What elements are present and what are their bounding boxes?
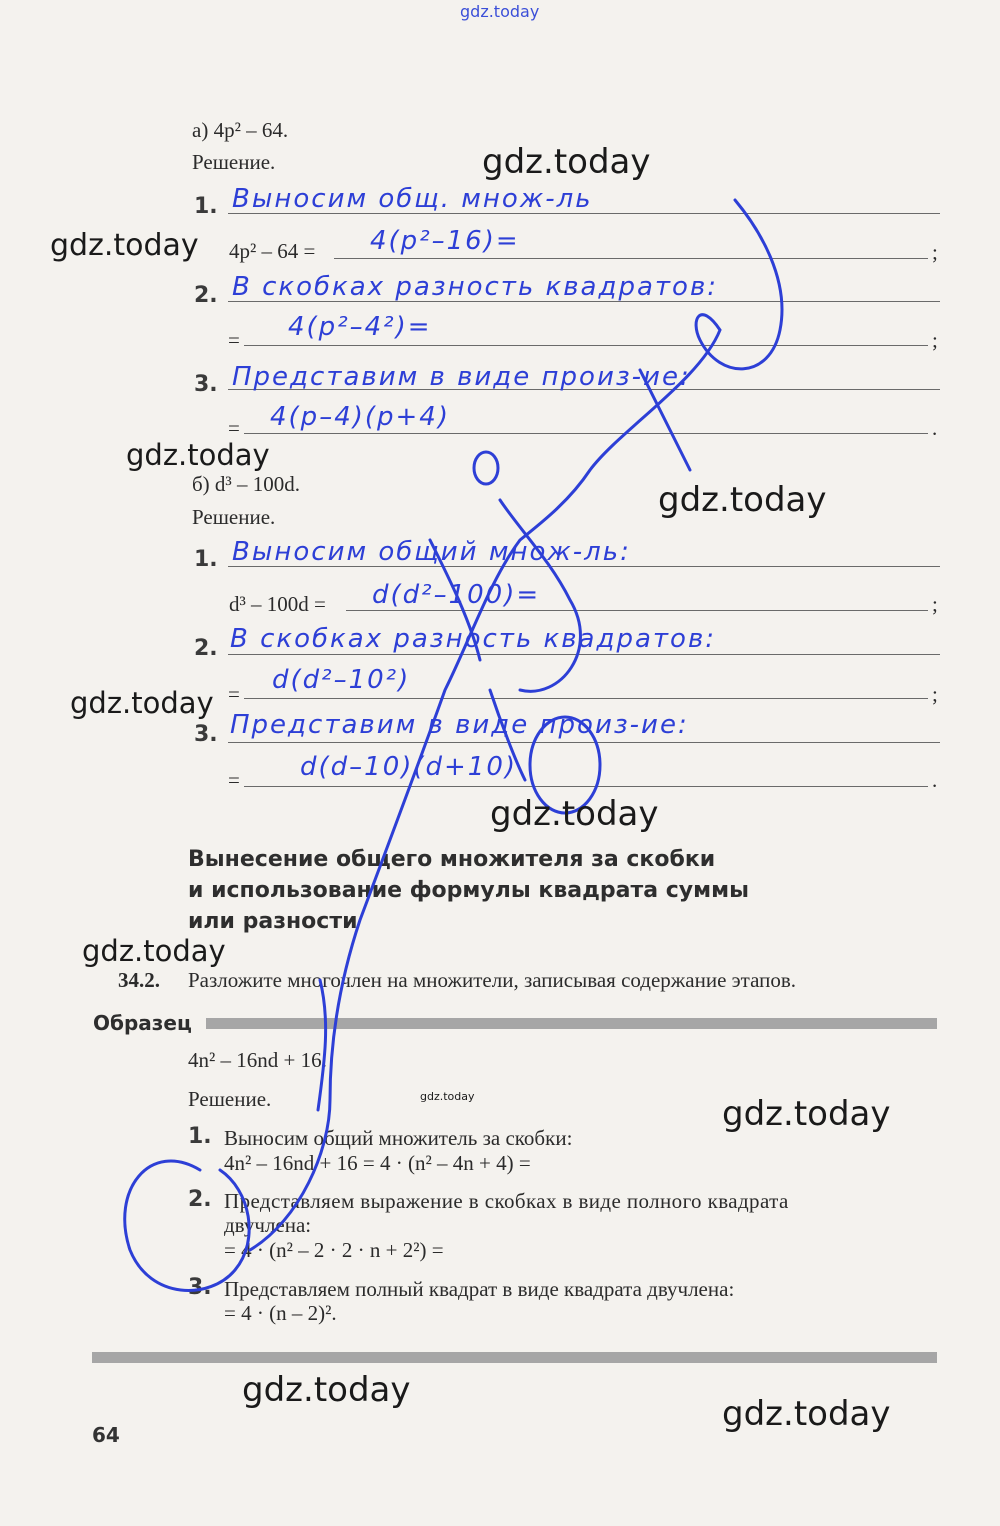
answer-line — [346, 610, 928, 611]
part-b-title: б) d³ – 100d. — [192, 472, 300, 496]
watermark: gdz.today — [126, 438, 270, 472]
sample-step-1-line-2: 4n² – 16nd + 16 = 4 · (n² – 4n + 4) = — [224, 1151, 531, 1175]
semicolon: ; — [932, 592, 938, 616]
watermark: gdz.today — [82, 934, 226, 968]
watermark: gdz.today — [420, 1090, 475, 1103]
part-b-line-2-handwriting: d(d²–10²) — [272, 665, 411, 695]
sample-bottom-bar — [92, 1352, 937, 1363]
sample-label: Образец — [93, 1011, 192, 1035]
sample-step-2-line-1: Представляем выражение в скобках в виде полного квадрата — [224, 1189, 789, 1213]
sample-step-3-number: 3. — [188, 1275, 212, 1300]
part-a-step-3-handwriting: Представим в виде произ-ие: — [232, 362, 691, 392]
part-b-line-1-handwriting: d(d²–100)= — [372, 580, 541, 610]
sample-top-bar — [206, 1018, 937, 1029]
part-a-solution-label: Решение. — [192, 150, 276, 174]
sample-solution-label: Решение. — [188, 1087, 272, 1111]
watermark: gdz.today — [722, 1394, 891, 1434]
sample-step-1-number: 1. — [188, 1124, 212, 1149]
section-title-line-2: и использование формулы квадрата суммы — [188, 878, 749, 903]
part-b-line-3-handwriting: d(d–10)(d+10) — [300, 752, 518, 782]
equals-sign: = — [228, 682, 240, 706]
equals-sign: = — [228, 416, 240, 440]
watermark: gdz.today — [490, 794, 659, 834]
part-a-step-1-number: 1. — [194, 194, 218, 219]
equals-sign: = — [228, 768, 240, 792]
part-b-solution-label: Решение. — [192, 505, 276, 529]
sample-step-3-line-1: Представляем полный квадрат в виде квадрата двучлена: — [224, 1277, 735, 1301]
part-a-step-1-handwriting: Выносим общ. множ-ль — [232, 184, 593, 214]
semicolon: ; — [932, 682, 938, 706]
watermark: gdz.today — [722, 1094, 891, 1134]
semicolon: ; — [932, 328, 938, 352]
equals-sign: = — [228, 328, 240, 352]
semicolon: ; — [932, 240, 938, 264]
task-text: Разложите многочлен на множители, записывая содержание этапов. — [188, 968, 797, 992]
top-watermark: gdz.today — [460, 2, 540, 21]
period: . — [932, 416, 938, 440]
section-title-line-1: Вынесение общего множителя за скобки — [188, 847, 716, 872]
part-a-line-2-handwriting: 4(p²–4²)= — [288, 312, 432, 342]
answer-line — [244, 345, 928, 346]
part-b-step-2-number: 2. — [194, 636, 218, 661]
watermark: gdz.today — [50, 228, 199, 263]
answer-line — [334, 258, 928, 259]
sample-step-3-line-2: = 4 · (n – 2)². — [224, 1301, 337, 1325]
part-a-step-2-handwriting: В скобках разность квадратов: — [232, 272, 719, 302]
page-number: 64 — [92, 1423, 120, 1447]
watermark: gdz.today — [70, 686, 214, 720]
part-a-step-3-number: 3. — [194, 372, 218, 397]
part-b-step-3-number: 3. — [194, 722, 218, 747]
answer-line — [244, 786, 928, 787]
sample-step-2-line-2: двучлена: — [224, 1213, 312, 1237]
watermark: gdz.today — [482, 142, 651, 182]
part-a-title: а) 4p² – 64. — [192, 118, 289, 142]
answer-line — [228, 654, 940, 655]
part-b-step-1-number: 1. — [194, 547, 218, 572]
period: . — [932, 768, 938, 792]
answer-line — [244, 698, 928, 699]
part-a-step-2-number: 2. — [194, 283, 218, 308]
watermark: gdz.today — [658, 480, 827, 520]
part-b-step-1-handwriting: Выносим общий множ-ль: — [232, 537, 631, 567]
section-title-line-3: или разности — [188, 909, 358, 934]
part-b-step-2-handwriting: В скобках разность квадратов: — [230, 624, 717, 654]
sample-expression: 4n² – 16nd + 16. — [188, 1048, 327, 1072]
part-a-line-3-handwriting: 4(p–4)(p+4) — [270, 402, 450, 432]
sample-step-1-line-1: Выносим общий множитель за скобки: — [224, 1126, 573, 1150]
part-b-step-3-handwriting: Представим в виде произ-ие: — [230, 710, 689, 740]
part-a-expression: 4p² – 64 = — [229, 239, 316, 263]
answer-line — [244, 433, 928, 434]
answer-line — [228, 742, 940, 743]
sample-step-2-number: 2. — [188, 1187, 212, 1212]
part-a-line-1-handwriting: 4(p²–16)= — [370, 226, 520, 256]
sample-step-2-line-3: = 4 · (n² – 2 · 2 · n + 2²) = — [224, 1238, 444, 1262]
part-b-expression: d³ – 100d = — [229, 592, 326, 616]
task-number: 34.2. — [118, 968, 160, 992]
watermark: gdz.today — [242, 1370, 411, 1410]
